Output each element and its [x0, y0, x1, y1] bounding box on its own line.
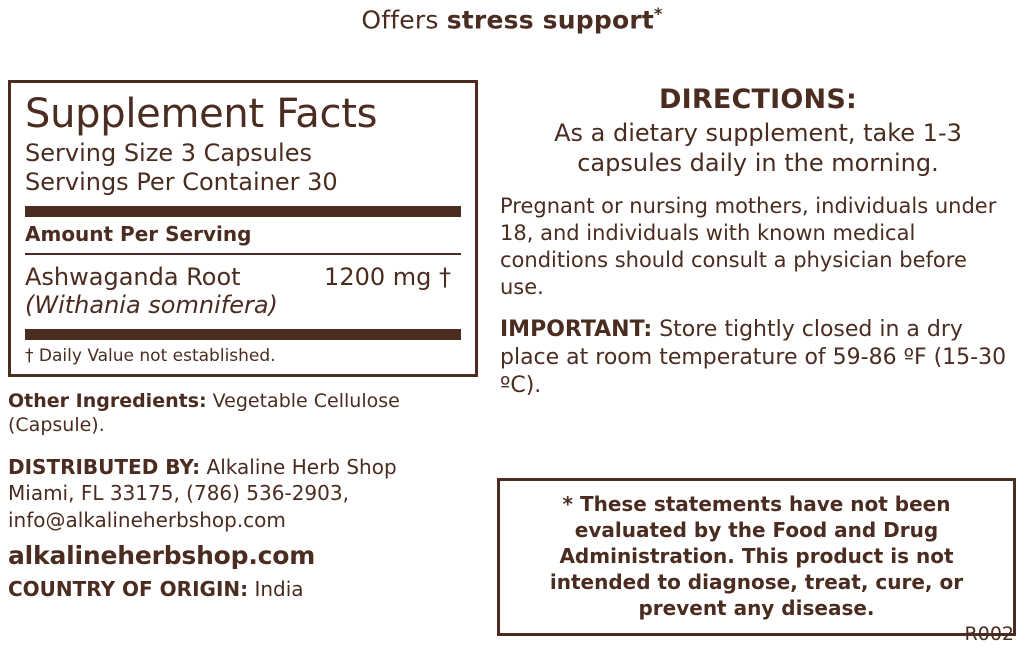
tagline-light: Offers: [361, 5, 447, 35]
right-column: [500, 84, 1016, 400]
directions-text: As a dietary supplement, take 1-3 capsules daily in the morning.: [554, 119, 962, 177]
tagline: [0, 4, 1024, 34]
divider-thick-top: [25, 206, 461, 217]
other-ingredients-label: Other Ingredients:: [8, 389, 207, 412]
supplement-facts-panel: [8, 80, 478, 377]
divider-thick-bottom: [25, 329, 461, 340]
tagline-asterisk: *: [654, 4, 663, 23]
servings-per-container: Servings Per Container 30: [25, 168, 338, 197]
left-column: [8, 80, 478, 601]
distributed-by-company: Alkaline Herb Shop: [200, 454, 397, 479]
website-url: alkalineherbshop.com: [8, 541, 316, 571]
important-value: Store tightly closed in a dry place at room temperature of 59-86 ºF (15-30 ºC).: [500, 316, 1007, 398]
ingredient-latin-name: (Withania somnifera): [25, 290, 278, 319]
country-of-origin-value: India: [248, 577, 304, 602]
tagline-bold: stress support: [446, 5, 655, 35]
ingredient-name: Ashwaganda Root: [25, 262, 241, 291]
distributor-email: info@alkalineherbshop.com: [8, 507, 286, 532]
important-note: [500, 316, 1016, 400]
daily-value-note: † Daily Value not established.: [25, 345, 276, 366]
ingredient-amount: 1200 mg †: [324, 262, 451, 291]
other-ingredients-value: Vegetable Cellulose (Capsule).: [8, 389, 400, 437]
divider-thin: [25, 253, 461, 255]
serving-size: Serving Size 3 Capsules: [25, 139, 312, 167]
country-of-origin-label: COUNTRY OF ORIGIN:: [8, 577, 249, 602]
distributed-by-line: [8, 454, 478, 480]
directions-title: DIRECTIONS:: [659, 84, 857, 115]
distributor-block: [8, 454, 478, 533]
warning-text: Pregnant or nursing mothers, individuals under 18, and individuals with known medical conditions should consult a physician before use.: [500, 193, 997, 300]
distributed-by-label: DISTRIBUTED BY:: [8, 454, 201, 479]
country-of-origin: [8, 577, 478, 601]
fda-disclaimer-box: * These statements have not been evaluated by the Food and Drug Administration. This product is not intended to diagnose, treat, cure, or prevent any disease.: [497, 478, 1016, 636]
label-revision-code: R002: [964, 623, 1014, 645]
distributor-address: Miami, FL 33175, (786) 536-2903,: [8, 481, 349, 506]
amount-per-serving-header: Amount Per Serving: [25, 221, 252, 246]
important-label: IMPORTANT:: [500, 316, 653, 342]
other-ingredients: [8, 389, 478, 438]
supplement-facts-title: Supplement Facts: [25, 91, 378, 137]
ingredient-row: [25, 259, 461, 291]
